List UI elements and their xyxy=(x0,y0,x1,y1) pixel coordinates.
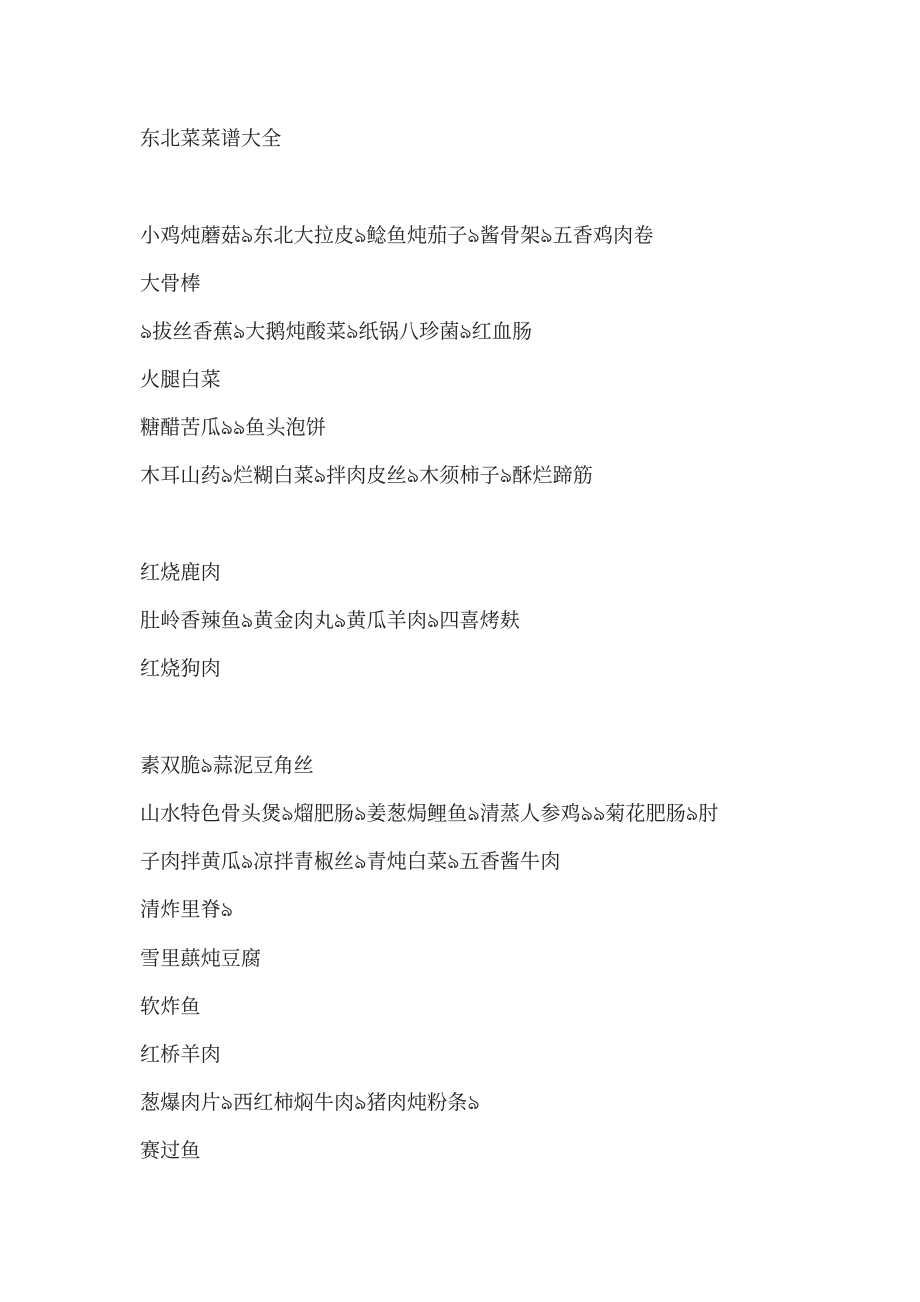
recipe-line: 大骨棒 xyxy=(140,271,201,295)
recipe-line: 肚岭香辣鱼ঌ黄金肉丸ঌ黄瓜羊肉ঌ四喜烤麸 xyxy=(140,608,521,632)
recipe-line: 子肉拌黄瓜ঌ凉拌青椒丝ঌ青炖白菜ঌ五香酱牛肉 xyxy=(140,849,561,873)
recipe-line: 赛过鱼 xyxy=(140,1138,201,1162)
recipe-line: 糖醋苦瓜ঌঌ鱼头泡饼 xyxy=(140,415,327,439)
recipe-line: 葱爆肉片ঌ西红柿焖牛肉ঌ猪肉炖粉条ঌ xyxy=(140,1090,480,1114)
recipe-line: 红烧狗肉 xyxy=(140,656,221,680)
recipe-line: ঌ拔丝香蕉ঌ大鹅炖酸菜ঌ纸锅八珍菌ঌ红血肠 xyxy=(140,319,533,343)
recipe-line: 雪里蕻炖豆腐 xyxy=(140,946,262,970)
recipe-line: 山水特色骨头煲ঌ熘肥肠ঌ姜葱焗鲤鱼ঌ清蒸人参鸡ঌঌ菊花肥肠ঌ肘 xyxy=(140,801,719,825)
recipe-line: 木耳山药ঌ烂糊白菜ঌ拌肉皮丝ঌ木须柿子ঌ酥烂蹄筋 xyxy=(140,463,593,487)
document-title: 东北菜菜谱大全 xyxy=(140,126,282,150)
recipe-line: 清炸里脊ঌ xyxy=(140,897,234,921)
recipe-line: 素双脆ঌ蒜泥豆角丝 xyxy=(140,753,314,777)
recipe-line: 红烧鹿肉 xyxy=(140,560,221,584)
recipe-line: 红桥羊肉 xyxy=(140,1042,221,1066)
recipe-line: 软炸鱼 xyxy=(140,994,201,1018)
recipe-line: 火腿白菜 xyxy=(140,367,221,391)
recipe-line: 小鸡炖蘑菇ঌ东北大拉皮ঌ鲶鱼炖茄子ঌ酱骨架ঌ五香鸡肉卷 xyxy=(140,223,654,247)
